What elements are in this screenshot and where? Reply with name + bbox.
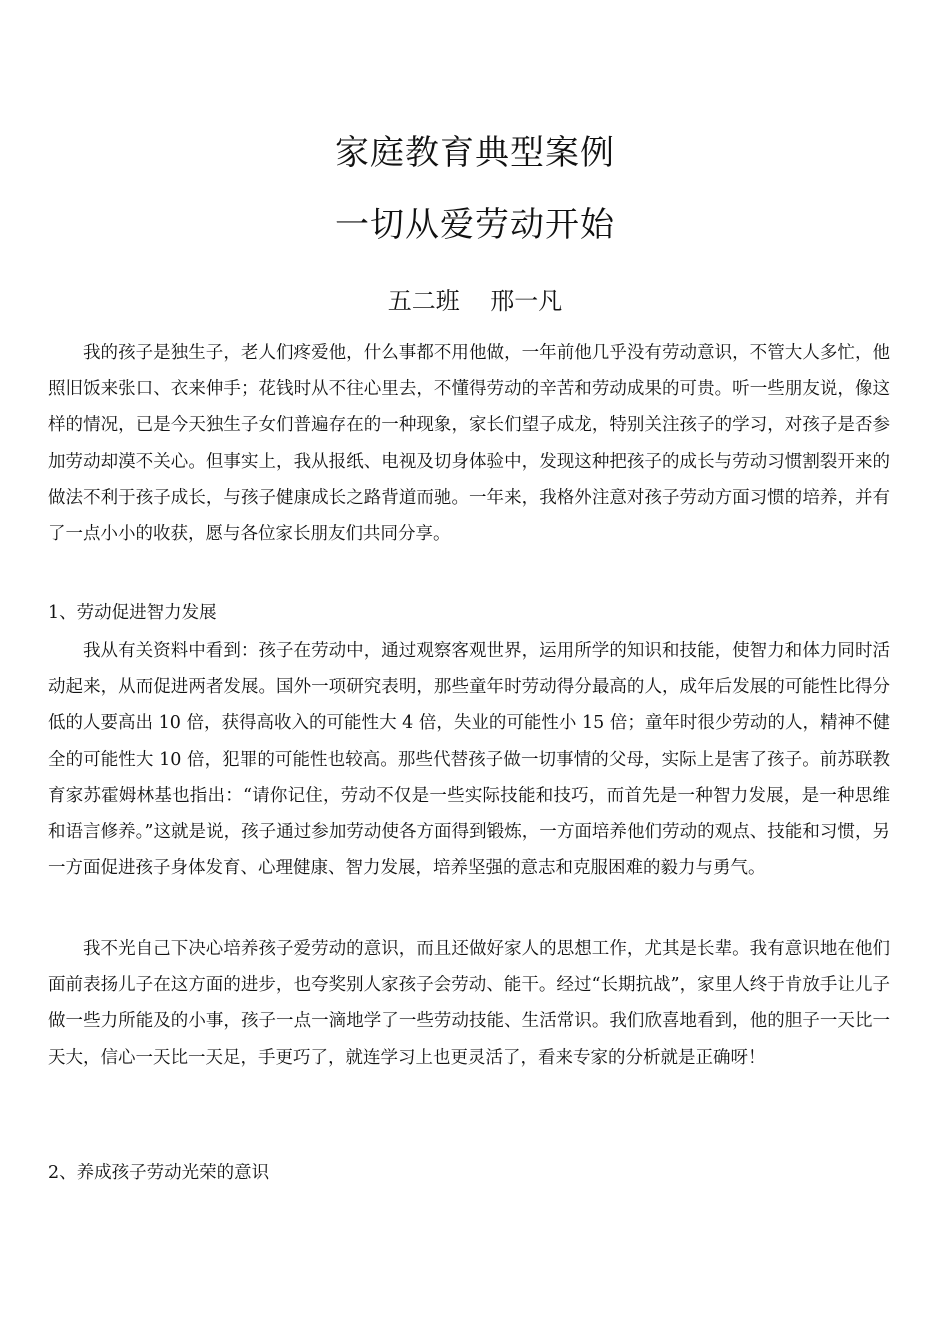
author-line: 五二班 邢一凡 xyxy=(387,287,563,315)
section1-paragraph-1: 我从有关资料中看到：孩子在劳动中，通过观察客观世界，运用所学的知识和技能，使智力和体力同时活动起来，从而促进两者发展。国外一项研究表明，那些童年时劳动得分最高的人，成年后发展的可能性比得分低的人要高出 10 倍，获得高收入的可能性大 4 倍，失业的可能性小 15 倍；童年时很少劳动的人，精神不健全的可能性大 10 倍，犯罪的可能性也较高。那些代替孩子做一切事情的父母，实际上是害了孩子。前苏联教育家苏霍姆林基也指出：“请你记住，劳动不仅是一些实际技能和技巧，而首先是一种智力发展，是一种思维和语言修养。”这就是说，孩子通过参加劳动使各方面得到锻炼，一方面培养他们劳动的观点、技能和习惯，另一方面促进孩子身体发育、心理健康、智力发展，培养坚强的意志和克服困难的毅力与勇气。 xyxy=(48,641,890,879)
document-subtitle: 一切从爱劳动开始 xyxy=(335,205,615,245)
intro-paragraph: 我的孩子是独生子，老人们疼爱他，什么事都不用他做，一年前他几乎没有劳动意识，不管大人多忙，他照旧饭来张口、衣来伸手；花钱时从不往心里去，不懂得劳动的辛苦和劳动成果的可贵。听一些朋友说，像这样的情况，已是今天独生子女们普遍存在的一种现象，家长们望子成龙，特别关注孩子的学习，对孩子是否参加劳动却漠不关心。但事实上，我从报纸、电视及切身体验中，发现这种把孩子的成长与劳动习惯割裂开来的做法不利于孩子成长，与孩子健康成长之路背道而驰。一年来，我格外注意对孩子劳动方面习惯的培养，并有了一点小小的收获，愿与各位家长朋友们共同分享。 xyxy=(48,343,890,545)
document-title: 家庭教育典型案例 xyxy=(335,133,615,173)
section-heading-1: 1、劳动促进智力发展 xyxy=(48,603,217,623)
section-heading-2: 2、养成孩子劳动光荣的意识 xyxy=(48,1163,270,1183)
section1-paragraph-2: 我不光自己下决心培养孩子爱劳动的意识，而且还做好家人的思想工作，尤其是长辈。我有意识地在他们面前表扬儿子在这方面的进步，也夸奖别人家孩子会劳动、能干。经过“长期抗战”，家里人终于肯放手让儿子做一些力所能及的小事，孩子一点一滴地学了一些劳动技能、生活常识。我们欣喜地看到，他的胆子一天比一天大，信心一天比一天足，手更巧了，就连学习上也更灵活了，看来专家的分析就是正确呀！ xyxy=(48,939,890,1068)
